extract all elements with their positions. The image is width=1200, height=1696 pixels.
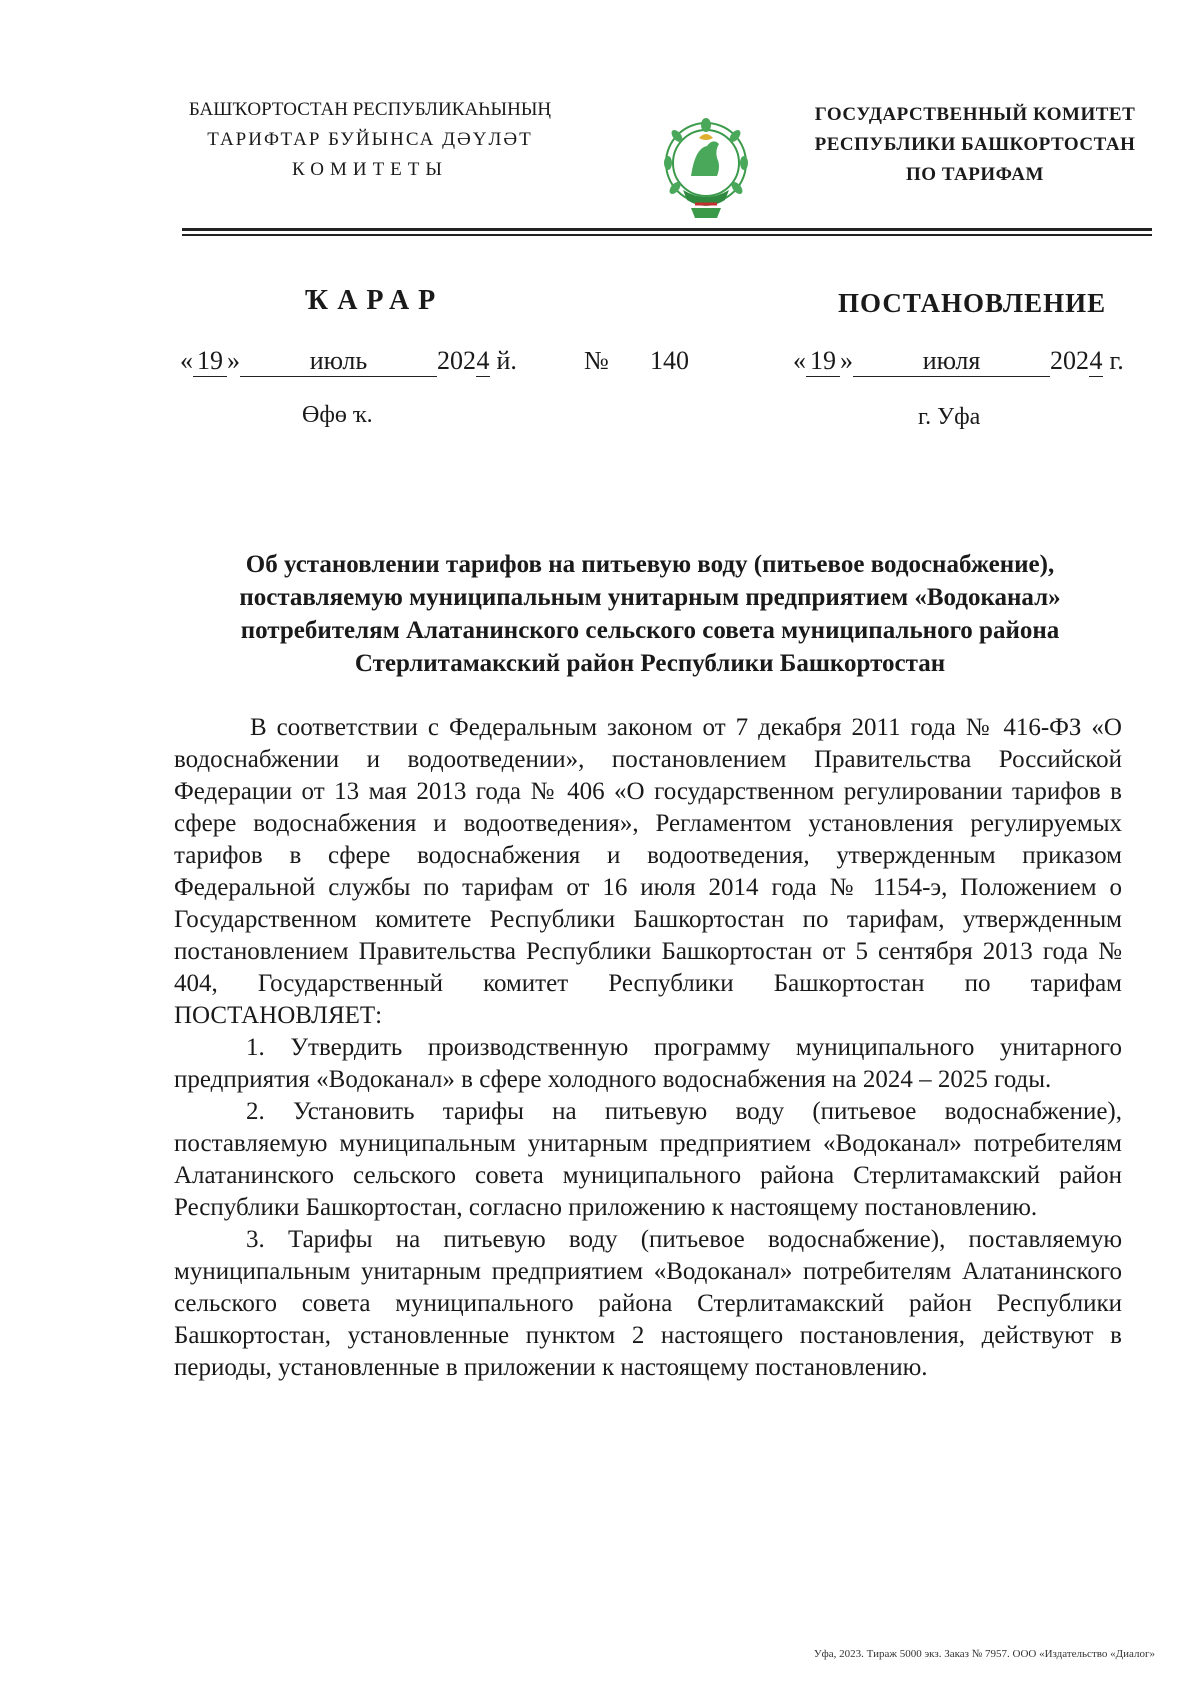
header-left-line-3: КОМИТЕТЫ bbox=[292, 159, 448, 180]
date-right-year-prefix: 202 bbox=[1050, 346, 1089, 375]
date-right-year-digit: 4 bbox=[1089, 346, 1103, 375]
city-russian: г. Уфа bbox=[918, 404, 981, 430]
item-3-paragraph: 3. Тарифы на питьевую воду (питьевое водоснабжение), поставляемую муниципальным унитарным предприятием «Водоканал» потребителям Алатанинского сельского совета муниципального района Стерлитамакский район Республики Башкортостан, установленные пунктом 2 настоящего постановления, действуют в периоды, установленные в приложении к настоящему постановлению. bbox=[174, 1226, 1122, 1381]
bashkortostan-coat-of-arms-icon bbox=[655, 108, 757, 228]
item-1-paragraph: 1. Утвердить производственную программу муниципального унитарного предприятия «Водоканал» в сфере холодного водоснабжения на 2024 – 2025 годы. bbox=[174, 1034, 1122, 1093]
header-left-line-2: ТАРИФТАР БУЙЫНСА ДӘҮЛӘТ bbox=[207, 129, 533, 150]
header-right-line-3: ПО ТАРИФАМ bbox=[906, 164, 1044, 185]
item-2-paragraph: 2. Установить тарифы на питьевую воду (питьевое водоснабжение), поставляемую муниципальным унитарным предприятием «Водоканал» потребителям Алатанинского сельского совета муниципального района Стерлитамакский район Республики Башкортостан, согласно приложению к настоящему постановлению. bbox=[174, 1098, 1122, 1221]
header-right-russian bbox=[790, 100, 1160, 190]
date-left-year-digit: 4 bbox=[476, 346, 490, 375]
document-number: 140 bbox=[650, 346, 689, 375]
header-rule-thin bbox=[182, 234, 1152, 236]
preamble-paragraph: В соответствии с Федеральным законом от 7 декабря 2011 года № 416-ФЗ «О водоснабжении и водоотведении», постановлением Правительства Российской Федерации от 13 мая 2013 года № 406 «О государственном регулировании тарифов в сфере водоснабжения и водоотведения», Регламентом установления регулируемых тарифов в сфере водоснабжения и водоотведения, утвержденным приказом Федеральной службы по тарифам от 16 июля 2014 года № 1154-э, Положением о Государственном комитете Республики Башкортостан по тарифам, утвержденным постановлением Правительства Республики Башкортостан от 5 сентября 2013 года № 404, Государственный комитет Республики Башкортостан по тарифам ПОСТАНОВЛЯЕТ: bbox=[174, 714, 1122, 1029]
date-right: « 19 » июля 2024 г. bbox=[793, 346, 1124, 375]
print-footer: Уфа, 2023. Тираж 5000 экз. Заказ № 7957. ООО «Издательство «Диалог» bbox=[813, 1648, 1155, 1660]
date-left: « 19 » июль 2024 й. bbox=[180, 346, 517, 375]
date-right-day: 19 bbox=[806, 346, 840, 377]
title-line-1: Об установлении тарифов на питьевую воду (питьевое водоснабжение), bbox=[245, 551, 1055, 578]
date-left-suffix: й. bbox=[496, 346, 517, 375]
date-left-month: июль bbox=[240, 346, 437, 377]
header-left-bashkir bbox=[170, 95, 570, 185]
title-line-4: Стерлитамакский район Республики Башкортостан bbox=[354, 650, 946, 677]
header-rule-thick bbox=[182, 228, 1152, 231]
header-right-line-2: РЕСПУБЛИКИ БАШКОРТОСТАН bbox=[814, 134, 1136, 155]
doc-type-russian: ПОСТАНОВЛЕНИЕ bbox=[838, 288, 1107, 318]
date-right-month: июля bbox=[853, 346, 1050, 377]
document-body bbox=[174, 712, 1122, 1384]
title-line-3: потребителям Алатанинского сельского совета муниципального района bbox=[240, 617, 1060, 644]
header-left-line-1: БАШҠОРТОСТАН РЕСПУБЛИКАҺЫНЫҢ bbox=[188, 99, 552, 120]
date-left-day: 19 bbox=[193, 346, 227, 377]
doc-type-bashkir: ҠАРАР bbox=[305, 285, 445, 316]
title-line-2: поставляемую муниципальным унитарным предприятием «Водоканал» bbox=[239, 584, 1061, 611]
city-bashkir: Өфө ҡ. bbox=[302, 402, 373, 428]
document-number-sign: № bbox=[584, 346, 609, 375]
header-right-line-1: ГОСУДАРСТВЕННЫЙ КОМИТЕТ bbox=[814, 104, 1136, 125]
document-title bbox=[180, 548, 1120, 680]
date-left-year-prefix: 202 bbox=[437, 346, 476, 375]
date-right-suffix: г. bbox=[1109, 346, 1124, 375]
